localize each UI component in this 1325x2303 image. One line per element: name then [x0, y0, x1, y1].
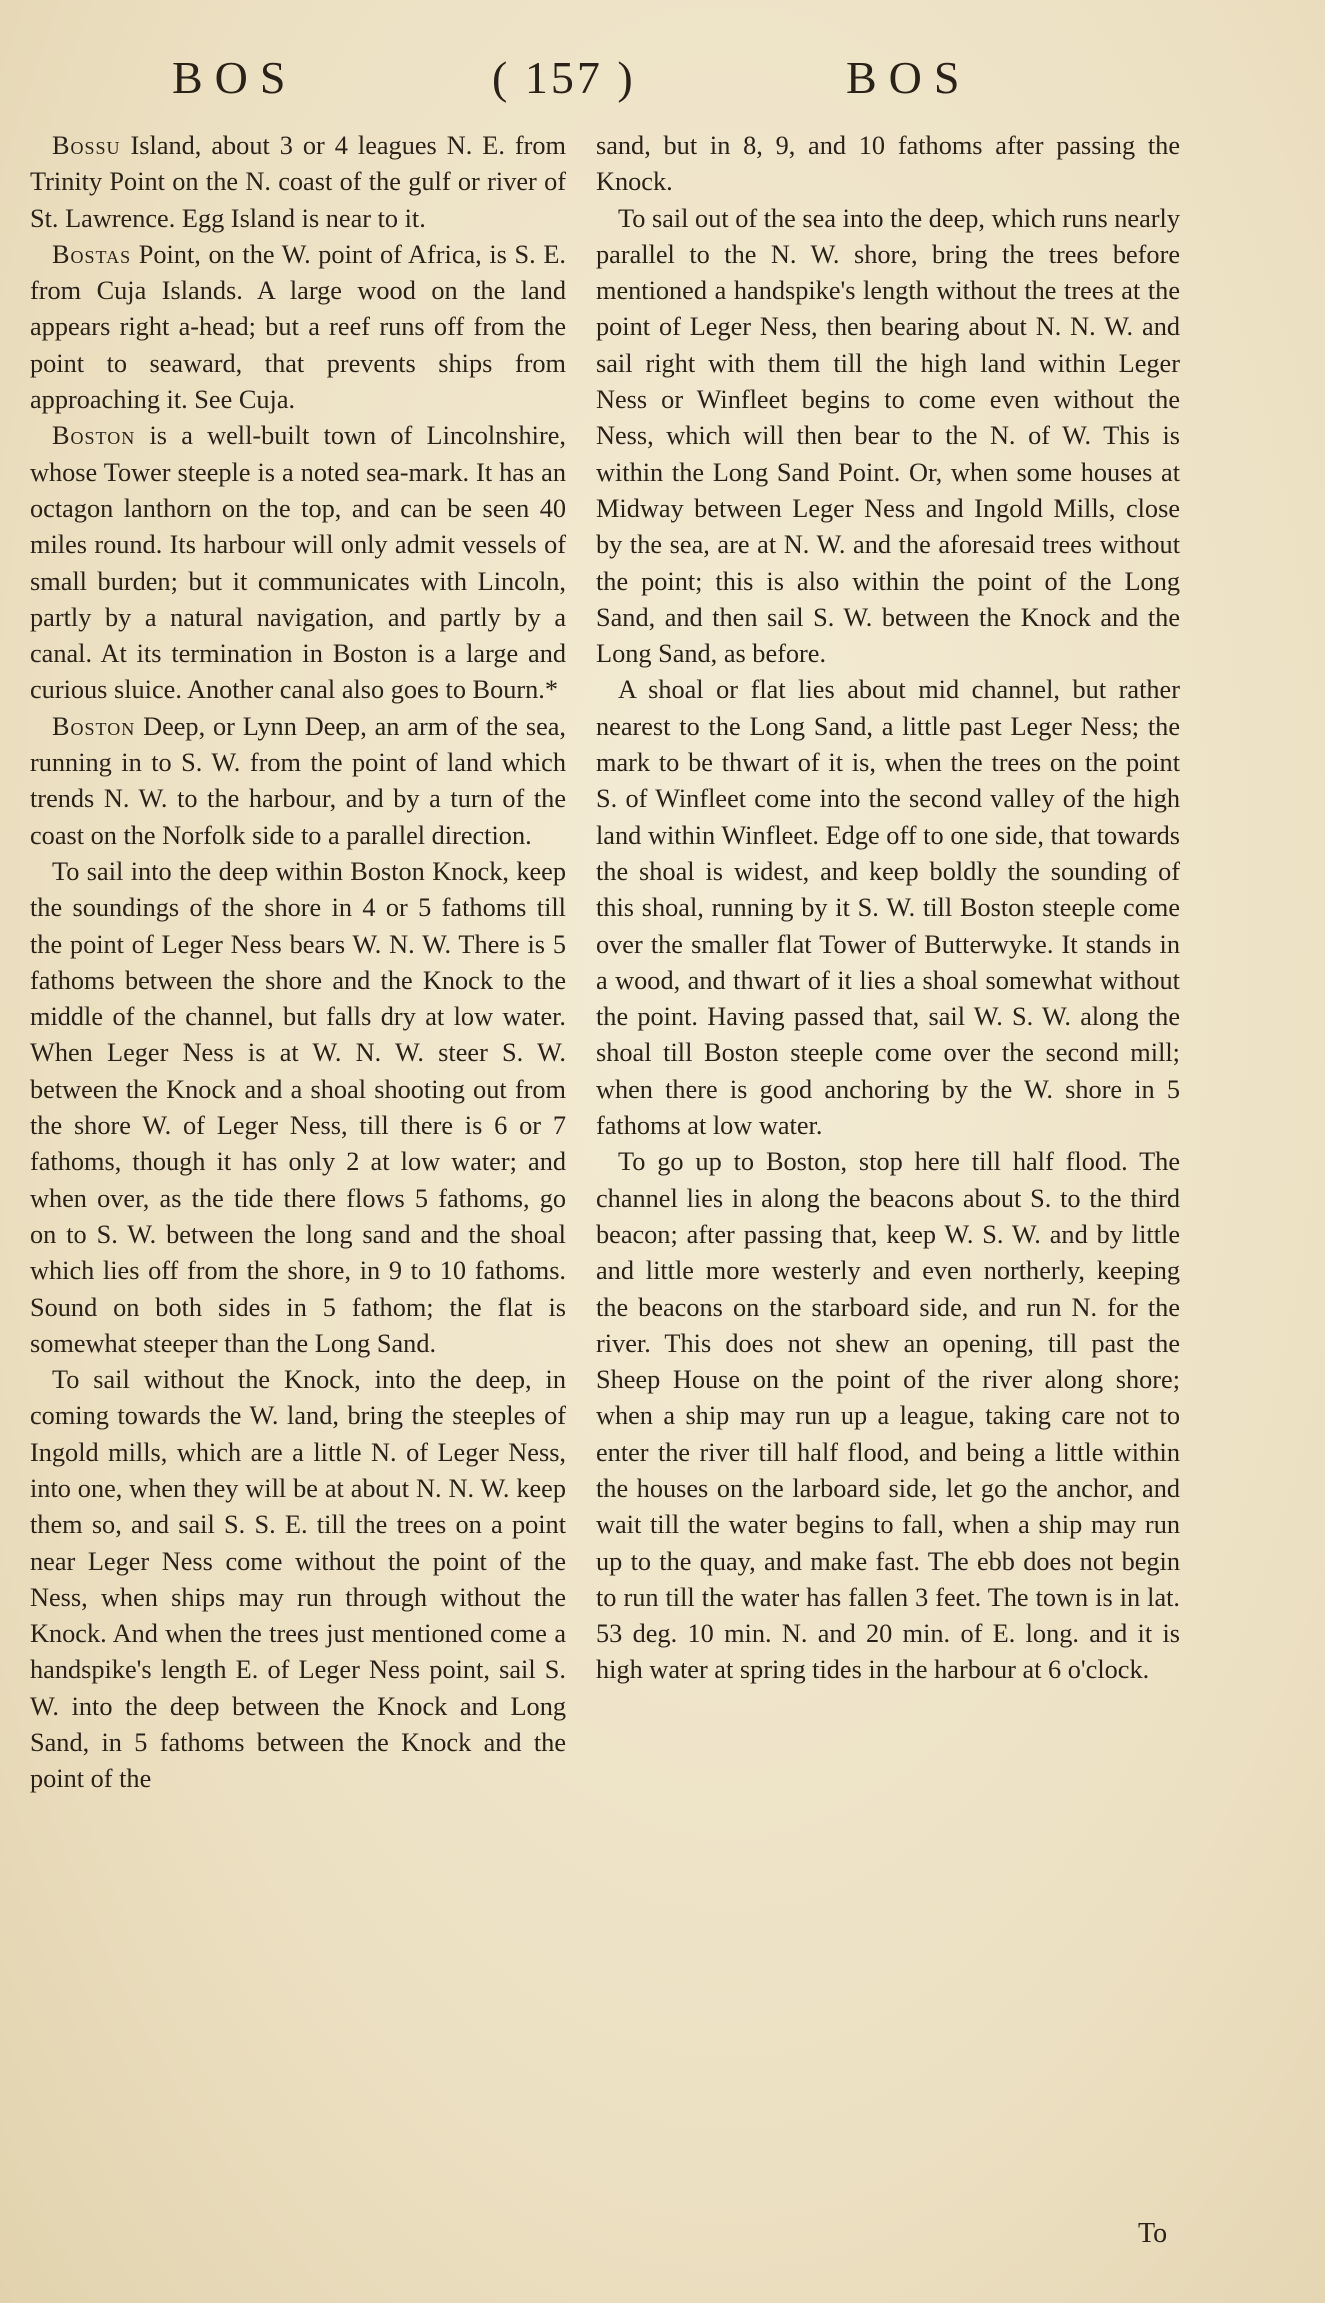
- paragraph-text: To go up to Boston, stop here till half flood. The channel lies in along the beacons about S. to the third beacon; after passing that, keep W. S. W. and by little and little more westerly and even northerly, keeping the beacons on the starboard side, and run N. for the river. This does not shew an opening, till past the Sheep House on the point of the river along shore; when a ship may run up a league, taking care not to enter the river till half flood, and being a little within the houses on the larboard side, let go the anchor, and wait till the water begins to fall, when a ship may run up to the quay, and make fast. The ebb does not begin to run till the water has fallen 3 feet. The town is in lat. 53 deg. 10 min. N. and 20 min. of E. long. and it is high water at spring tides in the harbour at 6 o'clock.: [596, 1147, 1180, 1685]
- header-right-word: BOS: [846, 52, 972, 103]
- paragraph-text: To sail without the Knock, into the deep, in coming towards the W. land, bring the steeples of Ingold mills, which are a little N. of Leger Ness, into one, when they will be at about N. N. W. keep them so, and sail S. S. E. till the trees on a point near Leger Ness come without the point of the Ness, when ships may run through without the Knock. And when the trees just mentioned come a handspike's length E. of Leger Ness point, sail S. W. into the deep between the Knock and Long Sand, in 5 fathoms between the Knock and the point of the: [30, 1365, 566, 1794]
- entry-headword: Bossu: [52, 131, 121, 160]
- catchword: To: [1138, 2218, 1168, 2249]
- entry-headword: Boston: [52, 421, 136, 451]
- body-paragraph: [596, 672, 1180, 1144]
- running-header: [0, 48, 1325, 108]
- entry-text: Point, on the W. point of Africa, is S. E. from Cuja Islands. A large wood on the land appears right a-head; but a reef runs off from the point to seaward, that prevents ships from approaching it. See Cuja.: [30, 239, 566, 415]
- paragraph-text: To sail into the deep within Boston Knock, keep the soundings of the shore in 4 or 5 fathoms till the point of Leger Ness bears W. N. W. There is 5 fathoms between the shore and the Knock to the middle of the channel, but falls dry at low water. When Leger Ness is at W. N. W. steer S. W. between the Knock and a shoal shooting out from the shore W. of Leger Ness, till there is 6 or 7 fathoms, though it has only 2 at low water; and when over, as the tide there flows 5 fathoms, go on to S. W. between the long sand and the shoal which lies off from the shore, in 9 to 10 fathoms. Sound on both sides in 5 fathom; the flat is somewhat steeper than the Long Sand.: [30, 856, 566, 1358]
- page-number: ( 157 ): [492, 52, 636, 103]
- entry-paragraph: [30, 418, 566, 708]
- paragraph-text: A shoal or flat lies about mid channel, but rather nearest to the Long Sand, a little past Leger Ness; the mark to be thwart of it is, when the trees on the point S. of Winfleet come into the second valley of the high land within Winfleet. Edge off to one side, that towards the shoal is widest, and keep boldly the sounding of this shoal, running by it S. W. till Boston steeple come over the smaller flat Tower of Butterwyke. It stands in a wood, and thwart of it lies a shoal somewhat without the point. Having passed that, sail W. S. W. along the shoal till Boston steeple come over the second mill; when there is good anchoring by the W. shore in 5 fathoms at low water.: [596, 675, 1180, 1141]
- entry-headword: Boston: [52, 711, 136, 741]
- entry-paragraph: [30, 709, 566, 854]
- right-column: [596, 128, 1180, 1689]
- entry-paragraph: [30, 128, 566, 237]
- entry-headword: Bostas: [52, 239, 132, 269]
- body-paragraph: [596, 201, 1180, 673]
- entry-text: is a well-built town of Lincolnshire, whose Tower steeple is a noted sea-mark. It has an octagon lanthorn on the top, and can be seen 40 miles round. Its harbour will only admit vessels of small burden; but it communicates with Lincoln, partly by a natural navigation, and partly by a canal. At its termination in Boston is a large and curious sluice. Another canal also goes to Bourn.*: [30, 421, 566, 705]
- left-column: [30, 128, 566, 1798]
- body-paragraph: [596, 1144, 1180, 1688]
- entry-text: Island, about 3 or 4 leagues N. E. from Trinity Point on the N. coast of the gulf or river of St. Lawrence. Egg Island is near to it.: [30, 131, 566, 233]
- entry-paragraph: [30, 237, 566, 418]
- body-paragraph: [30, 1362, 566, 1798]
- paragraph-text: sand, but in 8, 9, and 10 fathoms after passing the Knock.: [596, 131, 1180, 197]
- header-left-word: BOS: [172, 52, 298, 103]
- paragraph-text: To sail out of the sea into the deep, which runs nearly parallel to the N. W. shore, bring the trees before mentioned a handspike's length without the trees at the point of Leger Ness, then bearing about N. N. W. and sail right with them till the high land within Leger Ness or Winfleet begins to come even without the Ness, which will then bear to the N. of W. This is within the Long Sand Point. Or, when some houses at Midway between Leger Ness and Ingold Mills, close by the sea, are at N. W. and the aforesaid trees without the point; this is also within the point of the Long Sand, and then sail S. W. between the Knock and the Long Sand, as before.: [596, 203, 1180, 669]
- continued-paragraph: [596, 128, 1180, 201]
- entry-text: Deep, or Lynn Deep, an arm of the sea, running in to S. W. from the point of land which trends N. W. to the harbour, and by a turn of the coast on the Norfolk side to a parallel direction.: [30, 711, 566, 850]
- body-paragraph: [30, 854, 566, 1362]
